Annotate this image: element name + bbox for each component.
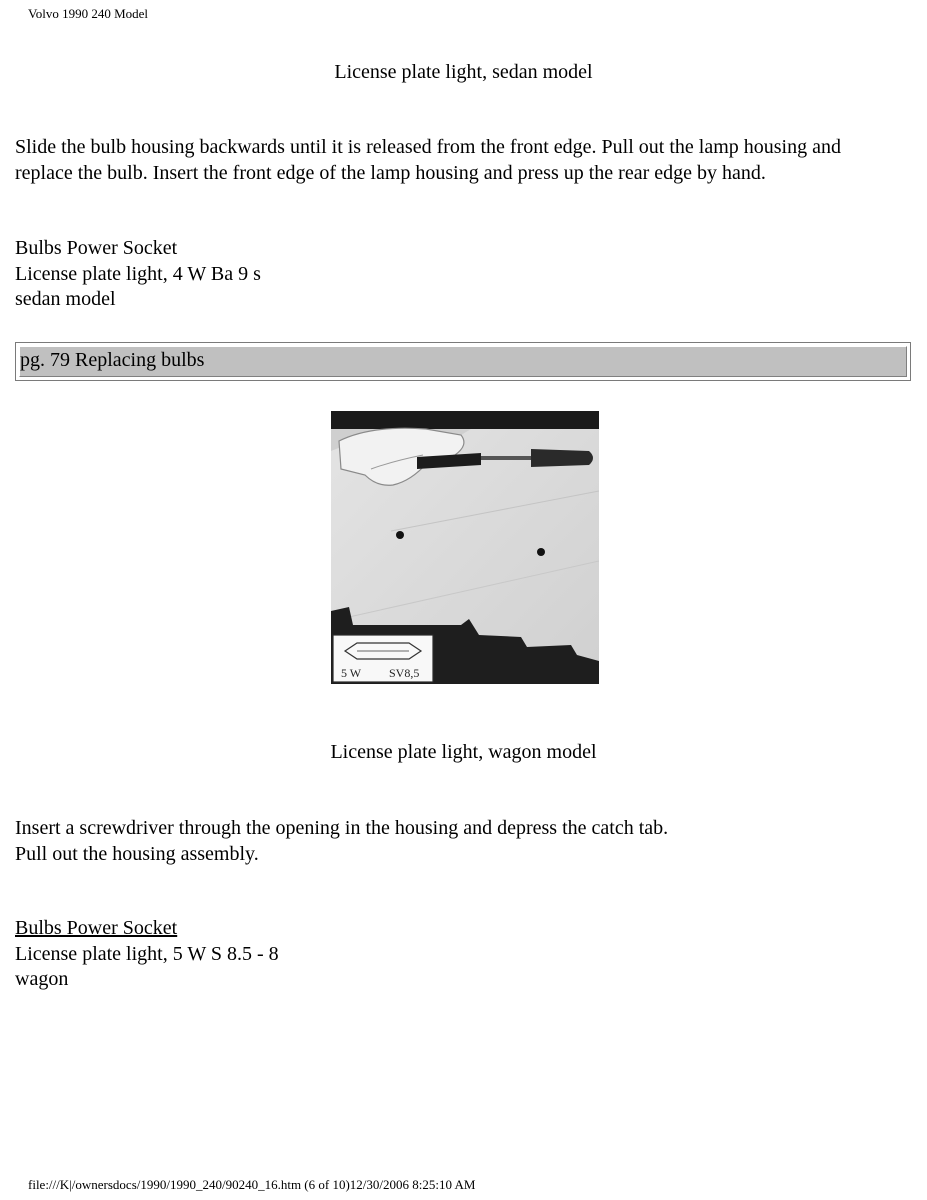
license-plate-light-photo	[331, 411, 599, 684]
sedan-spec-line-1: License plate light, 4 W Ba 9 s	[15, 262, 261, 285]
sedan-spec-header: Bulbs Power Socket	[15, 237, 178, 259]
wagon-spec-header[interactable]: Bulbs Power Socket	[15, 917, 178, 939]
photo-top-edge	[331, 411, 599, 429]
sedan-instructions	[15, 135, 910, 186]
section-bar	[15, 342, 911, 381]
mounting-hole-left	[396, 531, 404, 539]
wagon-spec-line-2: wagon	[15, 968, 69, 990]
sedan-spec-line-2: sedan model	[15, 288, 116, 310]
file-path-footer: file:///K|/ownersdocs/1990/1990_240/90240_16.htm (6 of 10)12/30/2006 8:25:10 AM	[28, 1177, 476, 1192]
document-header-title: Volvo 1990 240 Model	[28, 6, 149, 21]
photo-illustration	[331, 411, 599, 684]
sedan-instructions-line-1: Slide the bulb housing backwards until it is released from the front edge. Pull out the lamp housing and	[15, 136, 841, 158]
section-bar-label: pg. 79 Replacing bulbs	[20, 349, 205, 371]
sedan-instructions-line-2: replace the bulb. Insert the front edge of the lamp housing and press up the rear edge by hand.	[15, 161, 766, 184]
wagon-instructions-line-2: Pull out the housing assembly.	[15, 842, 259, 865]
lamp-housing	[531, 449, 593, 467]
wagon-spec-header-link[interactable]	[15, 916, 279, 942]
mounting-hole-right	[537, 548, 545, 556]
bulb-power-label: 5 W	[341, 666, 362, 680]
wagon-bulb-spec	[15, 916, 279, 993]
wagon-instructions	[15, 816, 910, 867]
wagon-caption: License plate light, wagon model	[330, 741, 597, 763]
sedan-bulb-spec	[15, 236, 261, 313]
wagon-spec-line-1: License plate light, 5 W S 8.5 - 8	[15, 942, 279, 965]
sedan-caption: License plate light, sedan model	[334, 61, 593, 83]
bulb-socket-label: SV8,5	[389, 666, 420, 680]
wagon-instructions-line-1: Insert a screwdriver through the opening in the housing and depress the catch tab.	[15, 817, 669, 839]
